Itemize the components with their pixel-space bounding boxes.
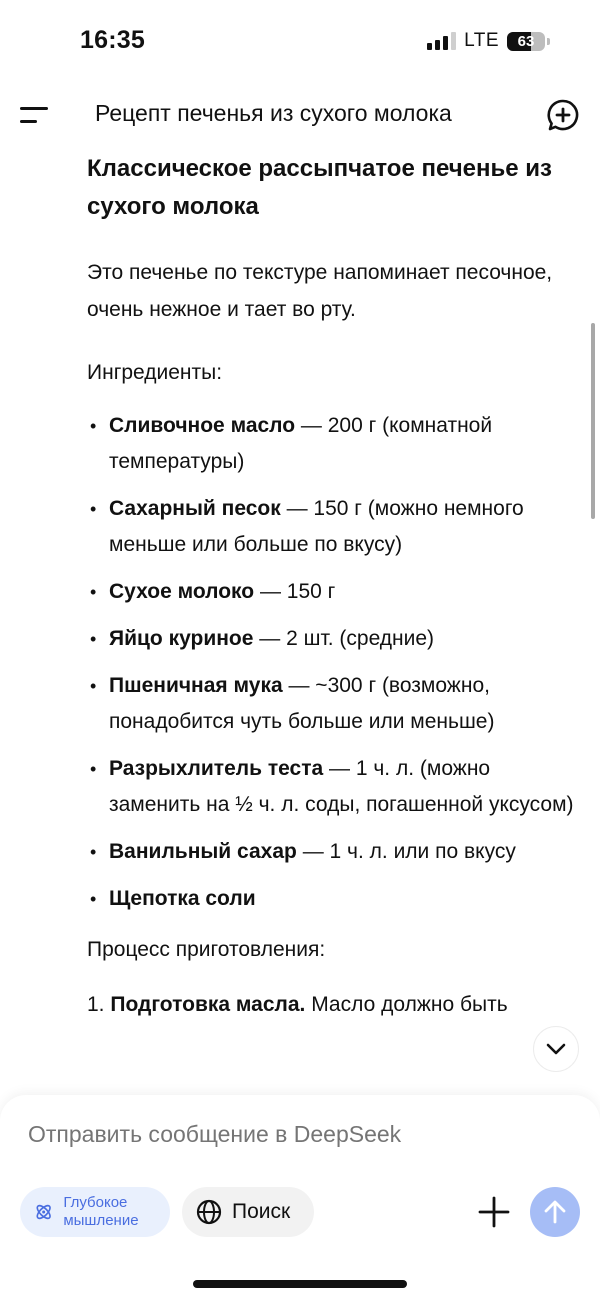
battery-level: 63	[517, 32, 535, 50]
list-item: • Пшеничная мука — ~300 г (возможно, понадобится чуть больше или меньше)	[87, 668, 587, 740]
new-chat-icon[interactable]	[546, 98, 580, 132]
send-button[interactable]	[530, 1187, 580, 1237]
battery-tip	[547, 38, 550, 45]
globe-icon	[196, 1199, 222, 1225]
chevron-down-icon	[546, 1043, 566, 1055]
message-input[interactable]	[28, 1121, 548, 1148]
search-label: Поиск	[232, 1200, 291, 1223]
list-item: • Ванильный сахар — 1 ч. л. или по вкусу	[87, 834, 587, 870]
message-heading: Классическое рассыпчатое печенье из сухого молока	[87, 155, 552, 220]
process-label: Процесс приготовления:	[87, 938, 326, 961]
status-bar	[0, 0, 600, 80]
ingredients-list	[87, 408, 587, 917]
chat-header	[0, 90, 600, 140]
list-item: • Сливочное масло — 200 г (комнатной температуры)	[87, 408, 587, 480]
deep-think-label: Глубокое мышление	[63, 1194, 139, 1229]
list-item: • Щепотка соли	[87, 881, 587, 917]
plus-icon	[477, 1195, 511, 1229]
search-toggle[interactable]	[182, 1187, 314, 1237]
attach-button[interactable]	[477, 1195, 511, 1229]
battery-icon	[507, 32, 545, 51]
list-item: • Разрыхлитель теста — 1 ч. л. (можно заменить на ½ ч. л. соды, погашенной уксусом)	[87, 751, 587, 823]
home-indicator	[193, 1280, 407, 1288]
atom-icon	[34, 1199, 53, 1225]
list-item: • Сухое молоко — 150 г	[87, 574, 587, 610]
content-fade	[0, 1040, 600, 1100]
status-indicators	[427, 30, 550, 52]
signal-icon	[427, 32, 456, 50]
sidebar-menu-icon[interactable]	[20, 104, 50, 126]
scrollbar[interactable]	[591, 323, 595, 519]
assistant-message	[87, 150, 587, 1023]
network-type: LTE	[464, 30, 499, 51]
status-time: 16:35	[80, 26, 145, 54]
chat-title[interactable]: Рецепт печенья из сухого молока	[95, 100, 452, 126]
step-item: 1. Подготовка масла. Масло должно быть	[87, 993, 508, 1016]
list-item: • Яйцо куриное — 2 шт. (средние)	[87, 621, 587, 657]
scroll-to-bottom-button[interactable]	[533, 1026, 579, 1072]
arrow-up-icon	[543, 1199, 567, 1225]
message-composer	[0, 1095, 600, 1300]
ingredients-label: Ингредиенты:	[87, 361, 223, 384]
list-item: • Сахарный песок — 150 г (можно немного меньше или больше по вкусу)	[87, 491, 587, 563]
deep-think-toggle[interactable]	[20, 1187, 170, 1237]
message-intro: Это печенье по текстуре напоминает песочное, очень нежное и тает во рту.	[87, 261, 553, 321]
